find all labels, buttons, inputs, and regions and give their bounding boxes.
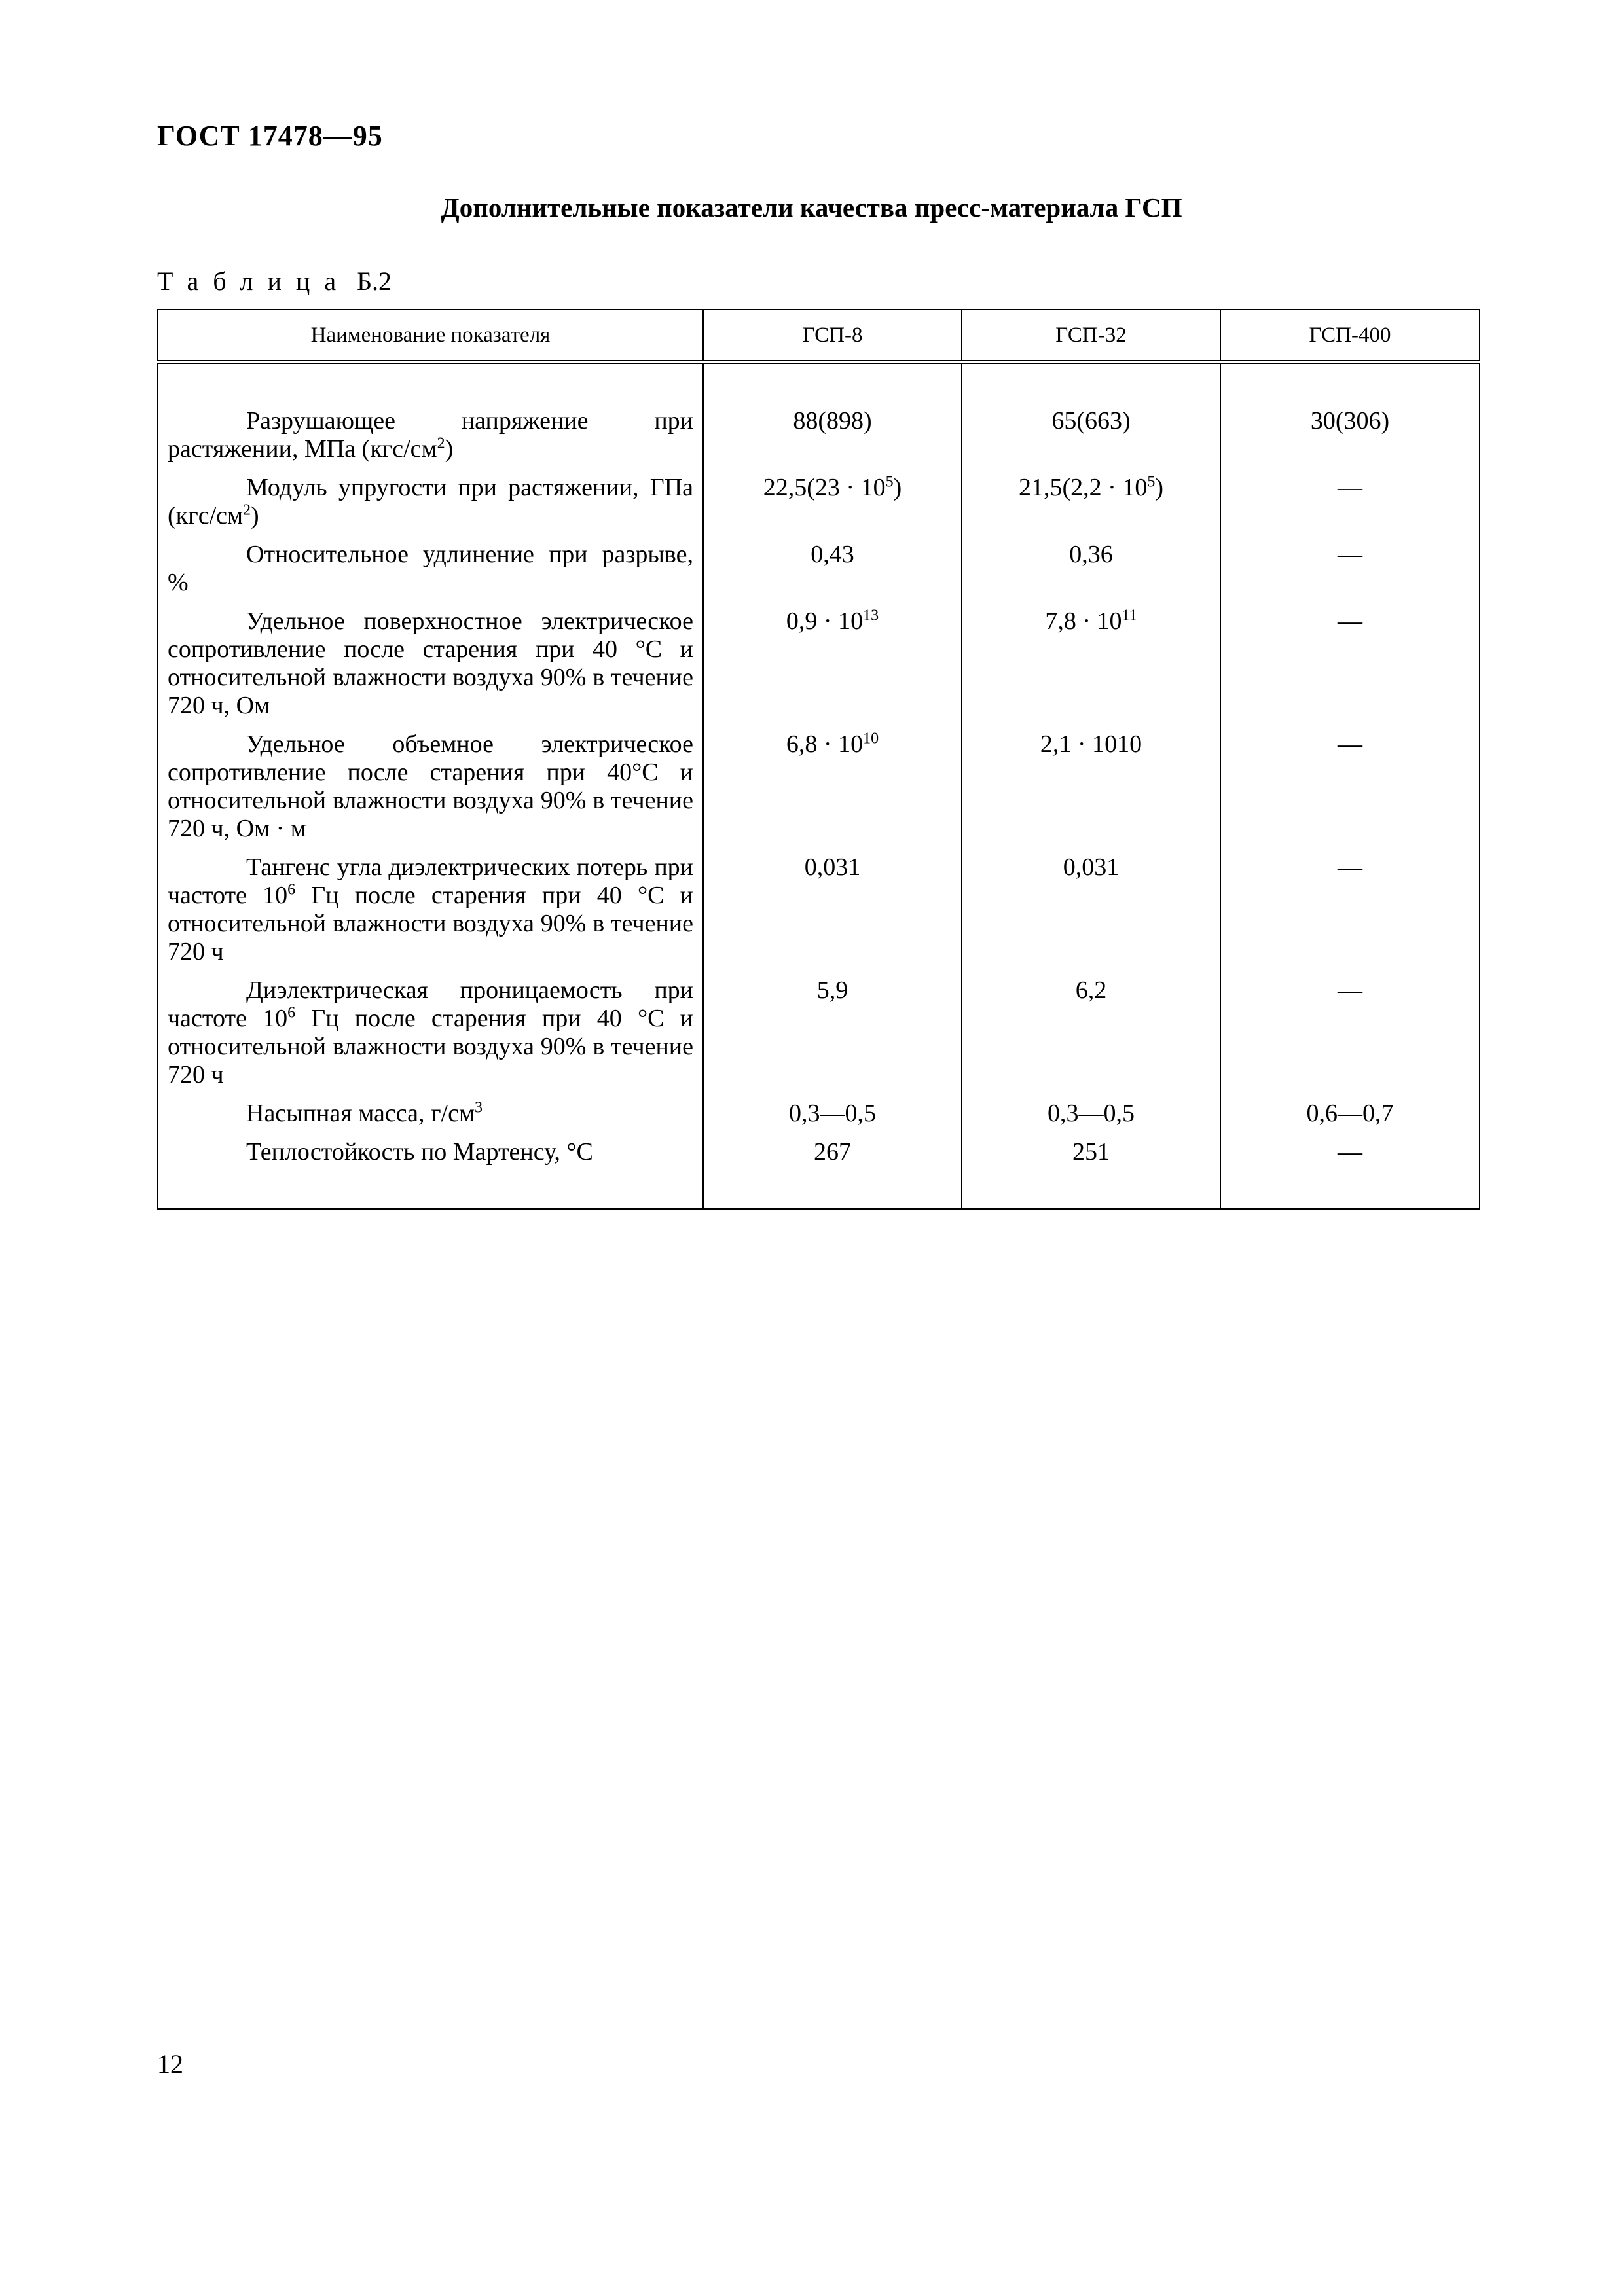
value-text: 0,43 — [811, 541, 854, 568]
value-text: — — [1338, 474, 1362, 501]
indicator-name-cell — [158, 730, 703, 853]
value-gsp8-cell — [703, 1138, 962, 1209]
value-text: 65(663) — [1051, 407, 1131, 435]
value-gsp8-cell — [703, 362, 962, 474]
value-text: — — [1338, 977, 1362, 1004]
indicator-name-text: Насыпная масса, г/см — [246, 1100, 475, 1127]
page-number: 12 — [157, 2049, 183, 2079]
value-gsp400-cell — [1220, 541, 1480, 607]
value-text: — — [1338, 607, 1362, 635]
value-text: 5,9 — [816, 977, 848, 1004]
value-text: 6,2 — [1075, 977, 1107, 1004]
column-header-gsp32: ГСП-32 — [962, 310, 1220, 362]
value-gsp400-cell — [1220, 977, 1480, 1100]
table-row — [158, 853, 1480, 977]
indicator-name-cell — [158, 853, 703, 977]
indicator-name-cell — [158, 474, 703, 541]
value-text: 0,6—0,7 — [1306, 1100, 1394, 1127]
value-text: — — [1338, 730, 1362, 758]
value-superscript: 10 — [863, 730, 879, 747]
table-row — [158, 730, 1480, 853]
value-text-tail: ) — [1155, 474, 1163, 501]
value-text: 0,031 — [1063, 853, 1120, 881]
indicator-name-text: Модуль упругости при растяжении, ГПа (кгс/см — [168, 474, 693, 529]
indicator-name-cell — [158, 541, 703, 607]
indicator-name-cell — [158, 607, 703, 730]
table-row — [158, 362, 1480, 474]
indicator-name-cell — [158, 1138, 703, 1209]
properties-table — [157, 309, 1480, 1210]
indicator-name-superscript: 6 — [287, 1004, 296, 1022]
value-gsp32-cell — [962, 541, 1220, 607]
indicator-name-cell — [158, 977, 703, 1100]
value-text: 30(306) — [1310, 407, 1390, 435]
value-gsp32-cell — [962, 474, 1220, 541]
value-text: 0,3—0,5 — [789, 1100, 876, 1127]
value-gsp8-cell — [703, 607, 962, 730]
value-gsp8-cell — [703, 730, 962, 853]
value-gsp400-cell — [1220, 853, 1480, 977]
value-gsp32-cell — [962, 362, 1220, 474]
value-gsp8-cell — [703, 853, 962, 977]
table-caption-number: Б.2 — [357, 266, 392, 296]
table-row — [158, 1138, 1480, 1209]
value-superscript: 13 — [863, 607, 879, 624]
column-header-gsp400: ГСП-400 — [1220, 310, 1480, 362]
value-text: — — [1338, 853, 1362, 881]
value-gsp8-cell — [703, 474, 962, 541]
value-text: 251 — [1072, 1138, 1110, 1166]
value-gsp400-cell — [1220, 607, 1480, 730]
value-gsp32-cell — [962, 1138, 1220, 1209]
value-gsp400-cell — [1220, 474, 1480, 541]
value-gsp32-cell — [962, 853, 1220, 977]
value-text: 88(898) — [793, 407, 872, 435]
properties-table-container — [157, 309, 1479, 1210]
column-header-gsp8: ГСП-8 — [703, 310, 962, 362]
indicator-name-cell — [158, 1100, 703, 1138]
indicator-name-text-tail: Гц после старения при 40 °С и относительной влажности воздуха 90% в течение 720 ч — [168, 1005, 694, 1088]
indicator-name-text: Удельное поверхностное электрическое сопротивление после старения при 40 °С и относительной влажности воздуха 90% в течение 720 ч, Ом — [168, 607, 693, 719]
value-gsp400-cell — [1220, 730, 1480, 853]
indicator-name-text: Тангенс угла диэлектрических потерь при частоте 10 — [168, 853, 693, 909]
value-gsp400-cell — [1220, 1100, 1480, 1138]
value-gsp400-cell — [1220, 1138, 1480, 1209]
indicator-name-text-tail: ) — [251, 502, 259, 529]
value-text: 0,3—0,5 — [1048, 1100, 1135, 1127]
table-row — [158, 1100, 1480, 1138]
value-gsp400-cell — [1220, 362, 1480, 474]
indicator-name-text: Относительное удлинение при разрыве, % — [168, 541, 693, 596]
table-caption — [157, 266, 392, 296]
indicator-name-text: Разрушающее напряжение при растяжении, МПа (кгс/см — [168, 407, 693, 463]
value-superscript: 5 — [885, 473, 894, 491]
indicator-name-text-tail: ) — [445, 435, 454, 463]
table-row — [158, 541, 1480, 607]
indicator-name-text: Удельное объемное электрическое сопротивление после старения при 40°С и относительной влажности воздуха 90% в течение 720 ч, Ом · м — [168, 730, 693, 842]
table-header-row — [158, 310, 1480, 362]
document-id: ГОСТ 17478—95 — [157, 120, 383, 152]
value-text: 21,5(2,2 · 10 — [1019, 474, 1148, 501]
value-gsp8-cell — [703, 541, 962, 607]
indicator-name-text: Теплостойкость по Мартенсу, °С — [246, 1138, 593, 1166]
indicator-name-superscript: 6 — [287, 881, 296, 899]
table-row — [158, 977, 1480, 1100]
table-caption-word: Таблица — [157, 266, 351, 296]
table-row — [158, 474, 1480, 541]
value-text: 0,36 — [1069, 541, 1113, 568]
value-text: 22,5(23 · 10 — [763, 474, 886, 501]
value-text: 7,8 · 10 — [1045, 607, 1122, 635]
table-body — [158, 362, 1480, 1209]
indicator-name-superscript: 3 — [475, 1099, 483, 1117]
column-header-indicator: Наименование показателя — [158, 310, 703, 362]
value-text: 6,8 · 10 — [786, 730, 864, 758]
value-superscript: 5 — [1147, 473, 1156, 491]
value-text: 2,1 · 1010 — [1040, 730, 1142, 758]
value-text: 0,9 · 10 — [786, 607, 864, 635]
value-gsp32-cell — [962, 607, 1220, 730]
indicator-name-text: Диэлектрическая проницаемость при частоте 10 — [168, 977, 693, 1032]
indicator-name-cell — [158, 362, 703, 474]
value-gsp32-cell — [962, 1100, 1220, 1138]
value-text: 267 — [814, 1138, 851, 1166]
indicator-name-text-tail: Гц после старения при 40 °С и относительной влажности воздуха 90% в течение 720 ч — [168, 882, 694, 965]
value-gsp8-cell — [703, 977, 962, 1100]
page-title: Дополнительные показатели качества пресс-материала ГСП — [441, 192, 1182, 223]
value-gsp32-cell — [962, 977, 1220, 1100]
indicator-name-superscript: 2 — [243, 501, 251, 519]
table-row — [158, 607, 1480, 730]
value-text-tail: ) — [893, 474, 902, 501]
value-text: — — [1338, 1138, 1362, 1166]
indicator-name-superscript: 2 — [437, 435, 445, 452]
value-text: 0,031 — [804, 853, 861, 881]
value-gsp8-cell — [703, 1100, 962, 1138]
value-gsp32-cell — [962, 730, 1220, 853]
value-text: — — [1338, 541, 1362, 568]
value-superscript: 11 — [1122, 607, 1137, 624]
